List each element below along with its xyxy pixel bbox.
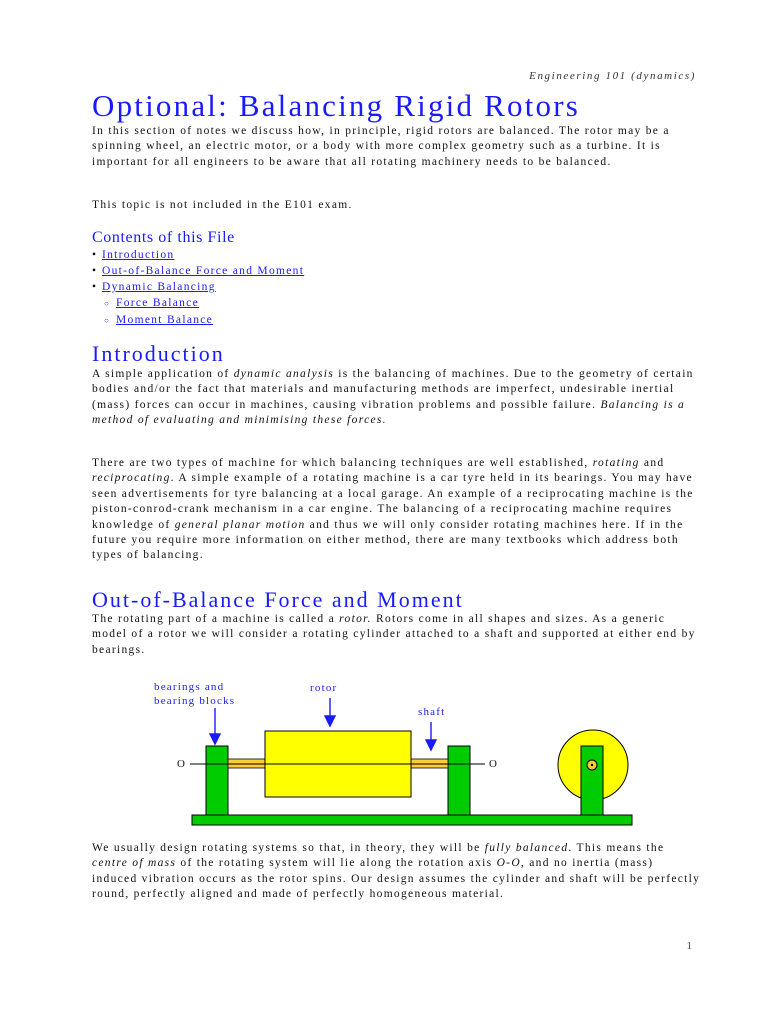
emphasis: fully balanced <box>484 842 569 854</box>
oob-heading: Out-of-Balance Force and Moment <box>92 587 464 612</box>
contents-heading: Contents of this File <box>92 229 235 246</box>
oob-paragraph-2 <box>92 841 702 903</box>
end-view-bearing-block <box>581 746 603 815</box>
toc-item: • Dynamic Balancing <box>92 281 216 293</box>
label-bearing-blocks: bearing blocks <box>154 695 236 707</box>
left-bearing-block <box>206 746 228 815</box>
toc-item: • Out-of-Balance Force and Moment <box>92 265 305 277</box>
end-view-center <box>591 764 593 766</box>
emphasis: O-O <box>496 857 521 870</box>
toc-link-moment-balance[interactable]: Moment Balance <box>116 314 214 326</box>
oob-paragraph-1 <box>92 612 702 658</box>
toc-link-force-balance[interactable]: Force Balance <box>116 297 199 309</box>
text-run: , and no inertia (mass) induced vibration occurs as the rotor spins. Our design assumes the cylinder and shaft will be perfectly round, perfectly aligned and made of perfectly homogeneous material. <box>92 857 701 901</box>
page-number: 1 <box>686 940 692 952</box>
page-title: Optional: Balancing Rigid Rotors <box>92 88 581 123</box>
axis-label-right: O <box>489 758 497 770</box>
toc-item: • Introduction <box>92 249 175 261</box>
text-run: The rotating part of a machine is called a <box>92 613 340 625</box>
text-run: . A simple example of a rotating machine is a car tyre held in its bearings. You may have seen advertisements for tyre balancing at a local garage. An example of a reciprocating machine is the piston-conrod-crank mechanism in a car engine. The balancing of a reciprocating machine requires knowledge of <box>92 472 694 531</box>
table-of-contents <box>92 247 304 329</box>
text-run: of the rotating system will lie along the rotation axis <box>176 857 497 870</box>
text-run: Rotors come in all shapes and sizes. As a generic model of a rotor we will consider a rotating cylinder attached to a shaft and supported at either end by bearings. <box>92 613 696 656</box>
label-rotor: rotor <box>310 682 338 694</box>
axis-label-left: O <box>177 758 185 770</box>
toc-subitem: ○ Moment Balance <box>104 314 214 326</box>
emphasis: Balancing is a method of evaluating and minimising these forces. <box>92 398 686 427</box>
toc-link-introduction[interactable]: Introduction <box>102 249 175 261</box>
toc-link-dynamic-balancing[interactable]: Dynamic Balancing <box>102 281 216 293</box>
emphasis: centre of mass <box>92 857 177 870</box>
text-run: We usually design rotating systems so that, in theory, they will be <box>92 842 485 854</box>
toc-link-out-of-balance[interactable]: Out-of-Balance Force and Moment <box>102 265 305 277</box>
arrow-rotor <box>325 698 335 726</box>
intro-paragraph: In this section of notes we discuss how, in principle, rigid rotors are balanced. The rotor may be a spinning wheel, an electric motor, or a body with more complex geometry such as a turbine. It is important for all engineers to be aware that all rotating machinery needs to be balanced. <box>92 125 670 168</box>
right-bearing-block <box>448 746 470 815</box>
emphasis: dynamic analysis <box>233 368 335 380</box>
introduction-paragraph-2 <box>92 456 702 564</box>
emphasis: rotor. <box>339 613 372 625</box>
text-run: . This means the <box>568 842 665 854</box>
label-shaft: shaft <box>418 706 446 718</box>
emphasis: general planar motion <box>174 518 306 531</box>
rotor-diagram <box>150 678 640 828</box>
toc-subitem: ○ Force Balance <box>104 297 199 309</box>
arrow-bearings <box>210 708 220 744</box>
emphasis: reciprocating <box>92 472 171 485</box>
course-header: Engineering 101 (dynamics) <box>529 70 696 82</box>
label-bearings: bearings and <box>154 681 225 693</box>
exam-note: This topic is not included in the E101 exam. <box>92 199 353 211</box>
introduction-paragraph-1 <box>92 367 702 429</box>
emphasis: rotating <box>592 457 640 469</box>
text-run: and <box>639 457 665 469</box>
text-run: and thus we will only consider rotating machines here. If in the future you require more information on either method, there are many textbooks which address both types of balancing. <box>92 518 684 562</box>
base-plate <box>192 815 632 825</box>
arrow-shaft <box>426 722 436 750</box>
text-run: There are two types of machine for which balancing techniques are well established, <box>92 457 593 469</box>
introduction-heading: Introduction <box>92 341 225 366</box>
text-run: is the balancing of machines. Due to the geometry of certain bodies and/or the fact that materials and manufacturing methods are imperfect, undesirable inertial (mass) forces can occur in machines, causing vibration problems and possible failure. <box>92 368 694 411</box>
text-run: A simple application of <box>92 368 234 380</box>
